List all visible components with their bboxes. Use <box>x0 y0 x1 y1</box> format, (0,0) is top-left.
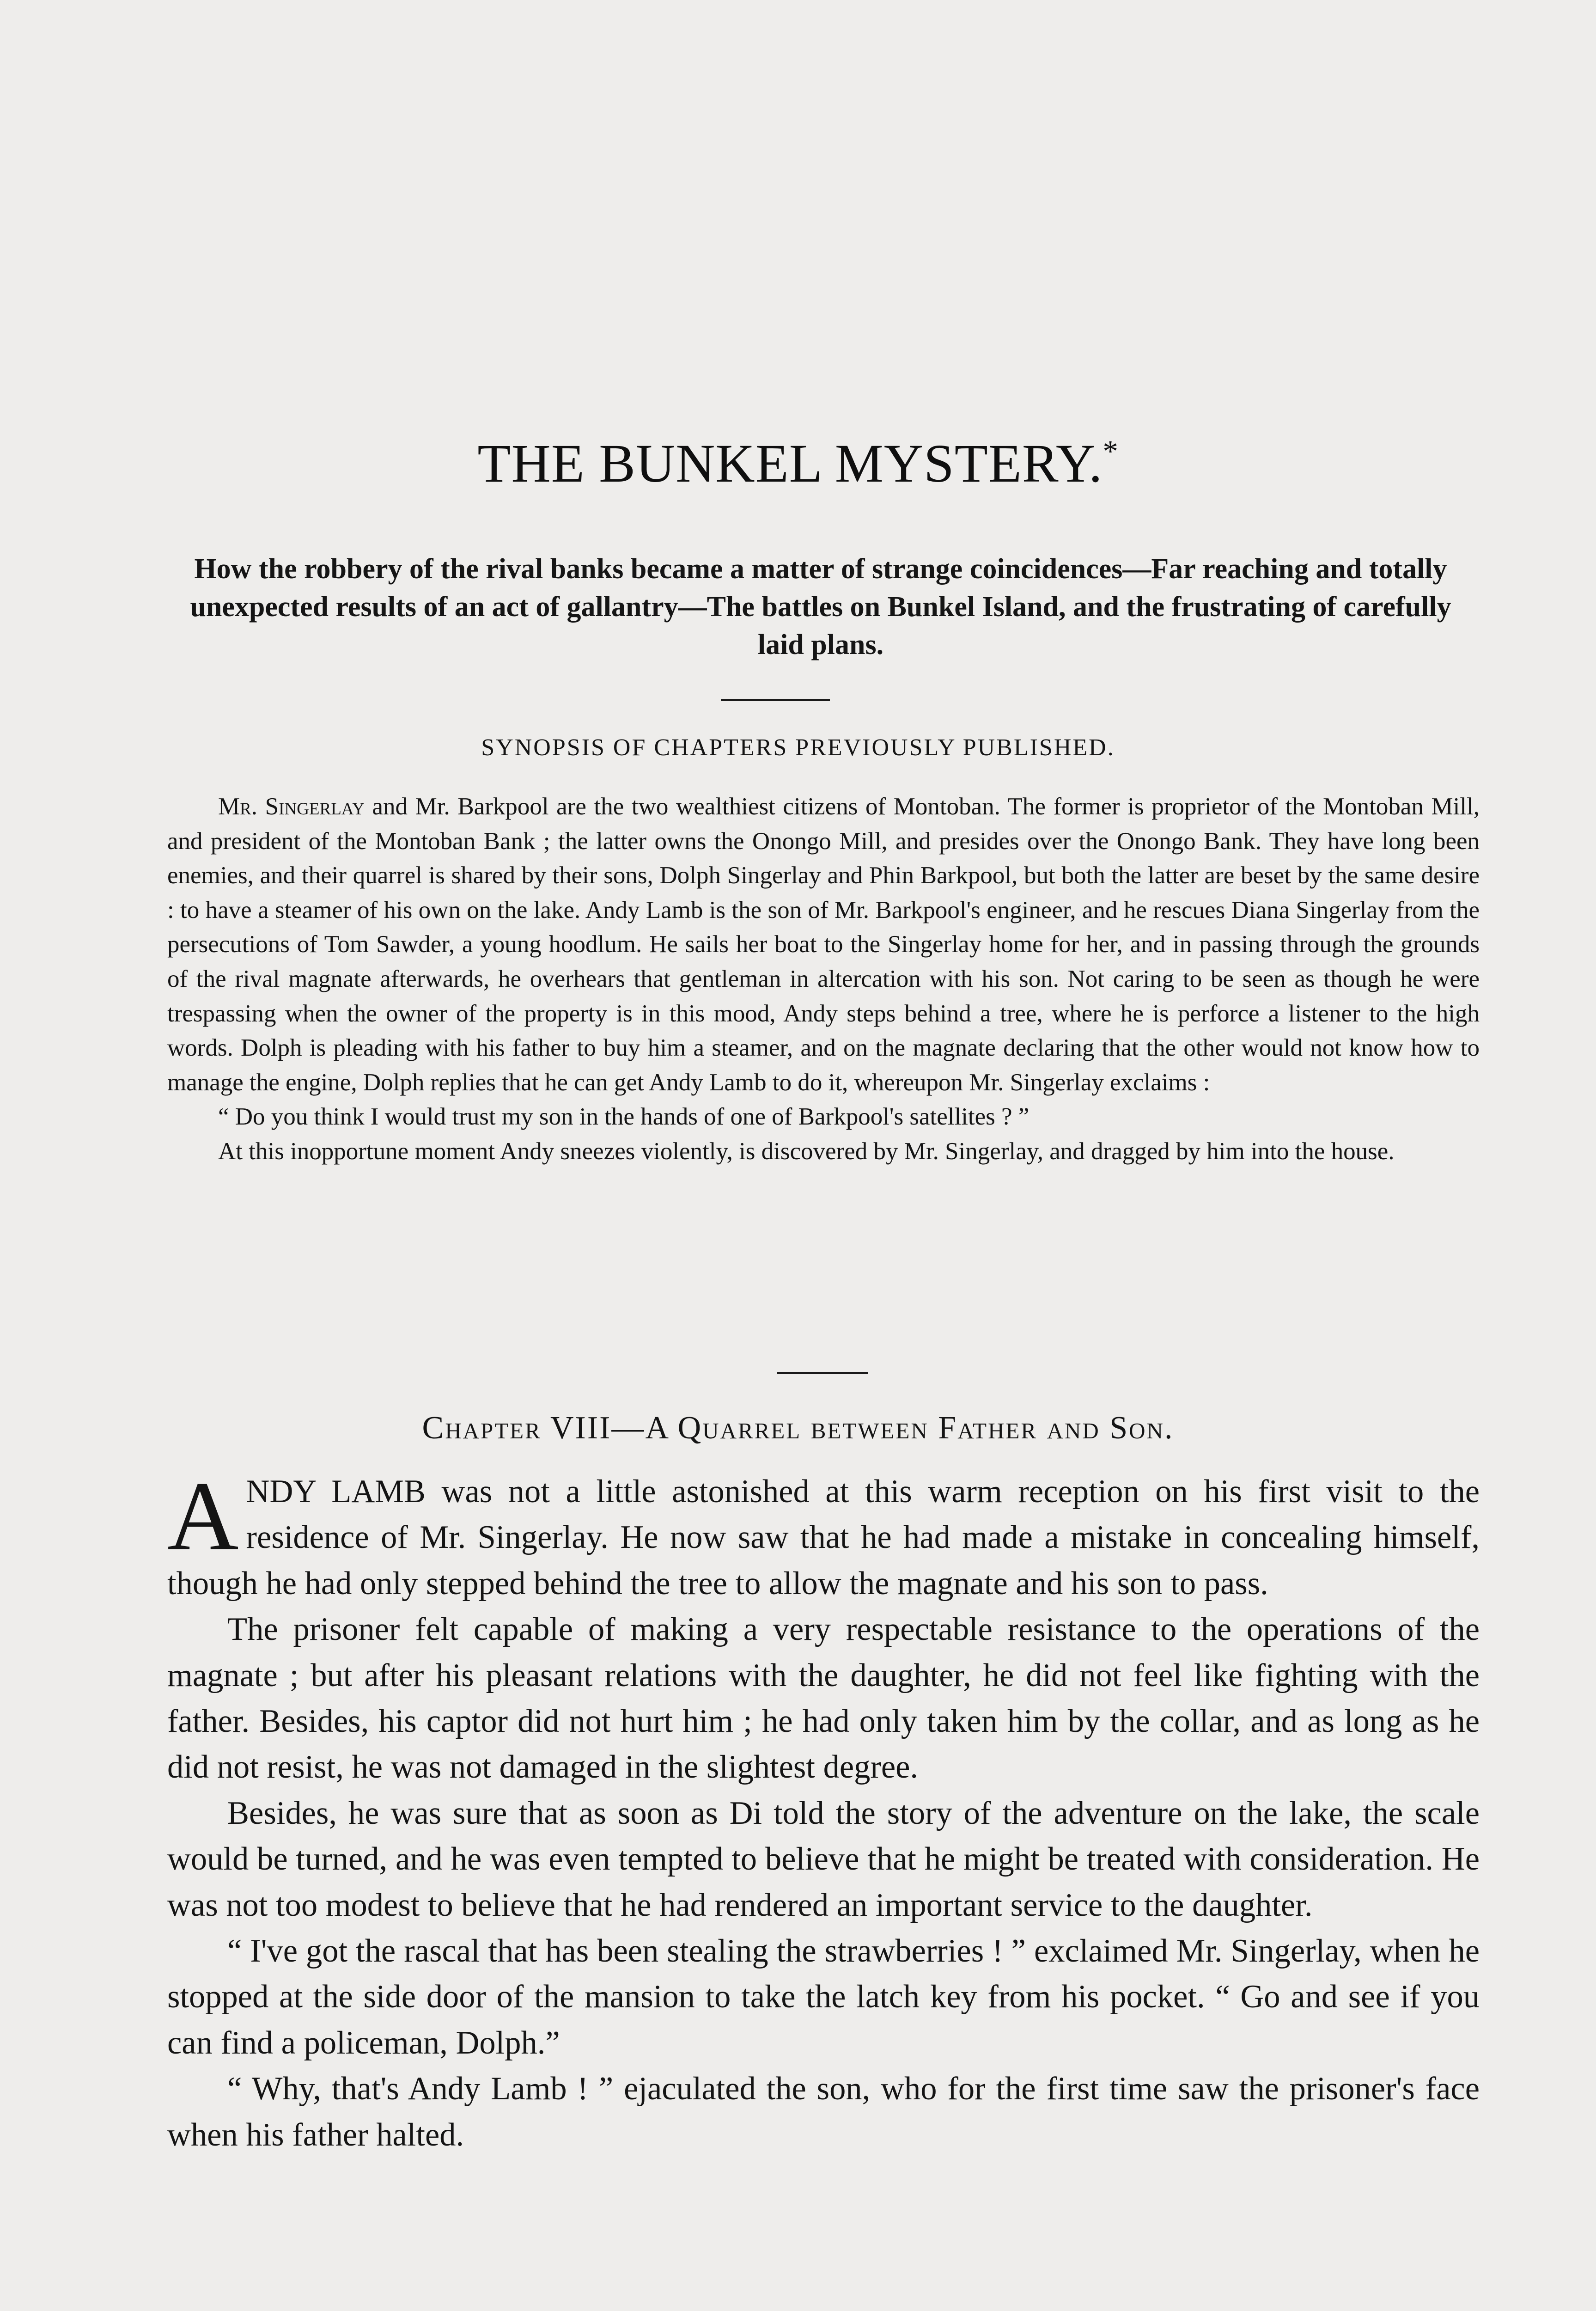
story-lead: NDY LAMB <box>246 1473 426 1510</box>
story-paragraph: Besides, he was sure that as soon as Di told the story of the adventure on the lake, the scale would be turned, and he was even tempted to believe that he might be treated with consideration. He was not too modest to believe that he had rendered an important service to the daughter. <box>167 1795 1480 1923</box>
synopsis-paragraph: “ Do you think I would trust my son in the hands of one of Barkpool's satellites ? ” <box>218 1103 1029 1131</box>
story-paragraph: “ Why, that's Andy Lamb ! ” ejaculated the son, who for the first time saw the prisoner's face when his father halted. <box>167 2071 1480 2153</box>
divider-rule <box>721 699 830 701</box>
chapter-text <box>167 1461 1480 2158</box>
divider-rule <box>777 1372 868 1374</box>
synopsis-text <box>167 789 1480 1169</box>
chapter-heading: Chapter VIII—A Quarrel between Father and Son. <box>422 1410 1174 1446</box>
synopsis-paragraph: At this inopportune moment Andy sneezes violently, is discovered by Mr. Singerlay, and dragged by him into the house. <box>218 1137 1395 1165</box>
title-footnote-mark: * <box>1103 434 1119 468</box>
story-paragraph: The prisoner felt capable of making a very respectable resistance to the operations of the magnate ; but after his pleasant relations with the daughter, he did not feel like fighting with the father. Besides, his captor did not hurt him ; he had only taken him by the collar, and as long as he did not resist, he was not damaged in the slightest degree. <box>167 1611 1480 1785</box>
story-paragraph: ANDY LAMB was not a little astonished at this warm reception on his first visit to the residence of Mr. Singerlay. He now saw that he had made a mistake in concealing himself, though he had only stepped behind the tree to allow the magnate and his son to pass. <box>167 1461 1480 1602</box>
story-paragraph: “ I've got the rascal that has been stealing the strawberries ! ” exclaimed Mr. Singerlay, when he stopped at the side door of the mansion to take the latch key from his pocket. “ Go and see if you can find a policeman, Dolph.” <box>167 1933 1480 2061</box>
drop-cap: A <box>167 1461 239 1571</box>
synopsis-paragraph: Mr. Singerlay and Mr. Barkpool are the two wealthiest citizens of Montoban. The former is proprietor of the Montoban Mill, and president of the Montoban Bank ; the latter owns the Onongo Mill, and presides over the Onongo Bank. They have long been enemies, and their quarrel is shared by their sons, Dolph Singerlay and Phin Barkpool, but both the latter are beset by the same desire : to have a steamer of his own on the lake. Andy Lamb is the son of Mr. Barkpool's engineer, and he rescues Diana Singerlay from the persecutions of Tom Sawder, a young hoodlum. He sails her boat to the Singerlay home for her, and in passing through the grounds of the rival magnate afterwards, he overhears that gentleman in altercation with his son. Not caring to be seen as though he were trespassing when the owner of the property is in this mood, Andy steps behind a tree, where he is perforce a listener to the high words. Dolph is pleading with his father to buy him a steamer, and on the magnate declaring that the other would not know how to manage the engine, Dolph replies that he can get Andy Lamb to do it, whereupon Mr. Singerlay exclaims : <box>167 793 1480 1096</box>
article-subtitle: How the robbery of the rival banks became a matter of strange coincidences—Far reaching and totally unexpected results of an act of gallantry—The battles on Bunkel Island, and the frustrating of carefully laid plans. <box>190 553 1451 660</box>
synopsis-heading: SYNOPSIS OF CHAPTERS PREVIOUSLY PUBLISHED. <box>481 734 1115 761</box>
article-title: THE BUNKEL MYSTERY.* <box>477 433 1119 494</box>
synopsis-lead: Mr. Singerlay <box>218 793 365 820</box>
